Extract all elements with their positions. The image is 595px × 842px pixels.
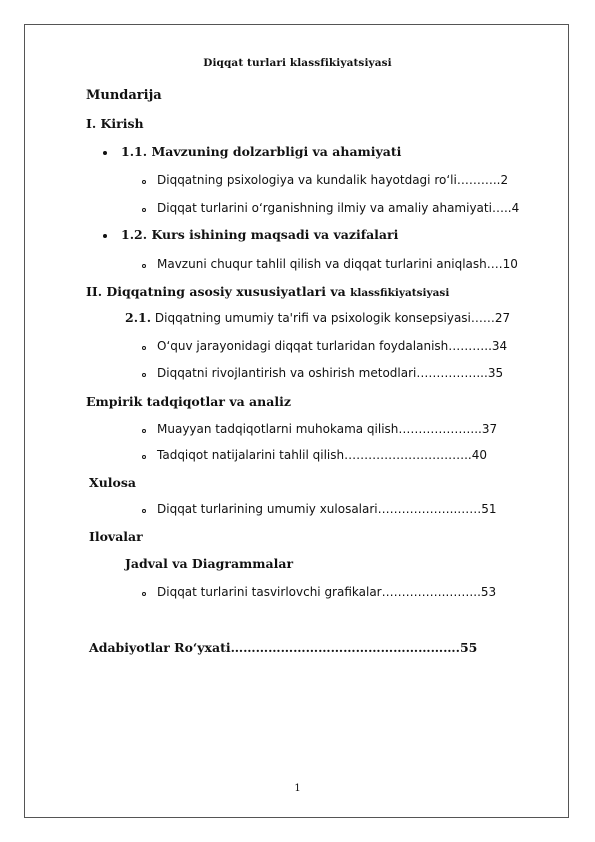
toc-empirik: Empirik tadqiqotlar va analiz: [86, 394, 291, 409]
circle-bullet-icon: [142, 429, 146, 433]
circle-bullet-icon: [142, 373, 146, 377]
toc-item: Diqqatning psixologiya va kundalik hayotdagi ro‘li………..2: [157, 173, 509, 187]
bullet-icon: [103, 151, 107, 155]
toc-jadval: Jadval va Diagrammalar: [125, 556, 294, 571]
toc-chapter-2: [86, 284, 449, 301]
toc-item: Muayyan tadqiqotlarni muhokama qilish………………...37: [157, 422, 498, 436]
page-number: 1: [294, 783, 301, 794]
circle-bullet-icon: [142, 264, 146, 268]
toc-section-1-1: 1.1. Mavzuning dolzarbligi va ahamiyati: [121, 144, 402, 159]
toc-section-1-2: 1.2. Kurs ishining maqsadi va vazifalari: [121, 227, 399, 242]
toc-intro: I. Kirish: [86, 116, 144, 131]
circle-bullet-icon: [142, 455, 146, 459]
circle-bullet-icon: [142, 208, 146, 212]
toc-chapter-2-prefix: II. Diqqatning asosiy xususiyatlari va: [86, 284, 351, 299]
toc-item: Diqqat turlarini tasvirlovchi grafikalar…………….……...53: [157, 585, 497, 599]
toc-ilovalar: Ilovalar: [89, 529, 143, 544]
circle-bullet-icon: [142, 180, 146, 184]
toc-adabiyotlar: Adabiyotlar Ro‘yxati……………………………………………….55: [89, 640, 478, 655]
toc-heading: Mundarija: [86, 88, 162, 103]
circle-bullet-icon: [142, 509, 146, 513]
toc-section-2-1-number: 2.1.: [125, 310, 152, 325]
toc-item: Diqqat turlarini o‘rganishning ilmiy va amaliy ahamiyati…..4: [157, 201, 520, 215]
toc-chapter-2-suffix: klassfikiyatsiyasi: [350, 287, 450, 299]
toc-item: Tadqiqot natijalarini tahlil qilish…………………………..40: [157, 448, 487, 462]
toc-item: Diqqatni rivojlantirish va oshirish metodlari……………...35: [157, 366, 504, 380]
toc-item: Diqqat turlarining umumiy xulosalari………………..……51: [157, 502, 497, 516]
bullet-icon: [103, 234, 107, 238]
toc-item: Mavzuni chuqur tahlil qilish va diqqat turlarini aniqlash….10: [157, 257, 518, 271]
toc-xulosa: Xulosa: [89, 475, 137, 490]
circle-bullet-icon: [142, 346, 146, 350]
toc-item: O‘quv jarayonidagi diqqat turlaridan foydalanish………..34: [157, 339, 508, 353]
toc-section-2-1: [125, 310, 510, 326]
toc-section-2-1-text: Diqqatning umumiy ta'rifi va psixologik konsepsiyasi……27: [151, 311, 511, 325]
document-title: Diqqat turlari klassfikiyatsiyasi: [203, 57, 392, 69]
circle-bullet-icon: [142, 592, 146, 596]
